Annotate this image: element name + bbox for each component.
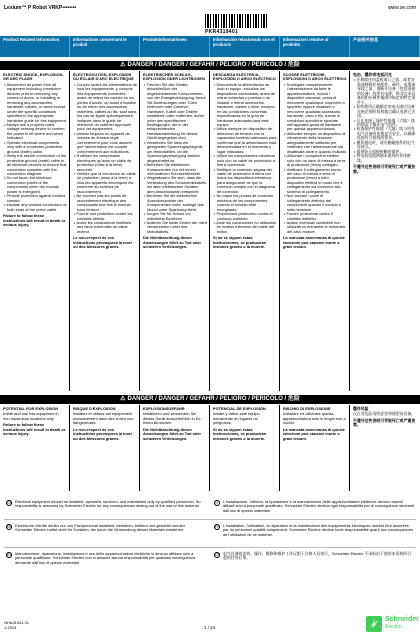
- warning-consequence: Failure to follow these instructions will result in death or serious injury.: [3, 213, 66, 227]
- list-item: • Isolieren Sie beide Enden der nicht verwendeten Leiter des Motorkabels.: [143, 221, 207, 234]
- warning-consequence: La mancata osservanza di queste istruzioni può causare morte o gravi lesioni.: [283, 426, 345, 441]
- list-item: • Isolez les conducteurs inutilisés aux deux extrémités du câble moteur.: [73, 221, 137, 234]
- note-text: L'installation, l'utilisation, la réparation et la maintenance des équipements électriques doivent être assurées par du personnel qualifié uniquement. Schneider Electric décline toute responsabilité quant aux conséquences de l'utilisation de ce matériel.: [223, 523, 414, 537]
- warning-consequence: Le non-respect de ces instructions provoquera la mort ou des blessures graves.: [73, 426, 132, 441]
- note-it: [214, 500, 414, 513]
- shock-warning-es: [210, 71, 280, 391]
- warning-text: 仅在非危险场所安装和使用该设备。: [353, 411, 416, 417]
- lang-header-it: Informazioni relative al prodotto: [280, 36, 350, 57]
- list-item: • Utilice los componentes eléctricos solo con un cable de protección a tierra conectado.: [213, 154, 277, 167]
- list-item: • No toque los puntos de conexión eléctrica de los componentes cuando el módulo esté energizado.: [213, 194, 277, 212]
- page-footer: [4, 620, 416, 638]
- list-item: • 始终使用正确额定的电压感应设备在指定的时间和地点确认电源已关闭。: [353, 105, 418, 118]
- warning-heading: SCOSSE ELETTRICHE, ESPLOSIONI O ARCO ELETTRICO: [283, 72, 347, 82]
- shock-warning-section: [0, 71, 420, 391]
- warning-text: Installieren und verwenden Sie dieses Gerät ausschließlich in Ex-freien Bereichen.: [143, 411, 202, 426]
- note-es: [6, 552, 202, 565]
- shock-warning-de: [140, 71, 210, 391]
- list-item: • Disconnect all power from all equipment including connected devices prior to removing any covers or doors, or installing or removing any accessories, hardware, cables, or wires except under the specific conditions specified in the appropriate hardware guide for this equipment.: [3, 83, 67, 123]
- brand-name-line2: Electric: [385, 624, 402, 630]
- list-item: • 将电机电缆两端未使用的导体绝缘。: [353, 154, 418, 163]
- list-item: • Betreiben Sie elektrische Komponenten nur mit einem verbundenen Schutzerdekabel.: [143, 163, 207, 176]
- note-en: [6, 500, 202, 509]
- note-text: 电气设备的安装、操作、维修和维护工作仅限于合格人员执行。Schneider Electric 不承担由于使用本资料所引起的任何后果。: [223, 551, 412, 561]
- warning-text: Install and use this equipment in non-hazardous locations only.: [3, 411, 59, 421]
- list-item: • Non toccare i punti di collegamento elettrico dei componenti quando il modulo è sotto tensione.: [283, 194, 347, 212]
- warning-heading: EXPLOSIONSGEFAHR: [143, 406, 185, 411]
- explosion-warning-it: [280, 405, 350, 491]
- list-item: • Verwenden Sie stets ein geeignetes Spannungsprüfgerät, um festzustellen, ob die Spannungsversorgung wirklich abgeschaltet ist.: [143, 141, 207, 163]
- shock-warning-zh: [350, 71, 420, 391]
- warning-consequence: 不遵守这些说明可导致死亡或严重伤害。: [353, 417, 416, 428]
- shock-warning-en: [0, 71, 70, 391]
- doc-date: 1-2024: [4, 625, 17, 630]
- warning-consequence: La mancata osservanza di queste istruzioni può causare morte o gravi lesioni.: [283, 235, 345, 250]
- list-item: • Always use a properly rated voltage sensing device to confirm the power is off where and when indicated.: [3, 123, 67, 141]
- warning-text: Instale y utilice este equipo únicamente en lugares no peligrosos.: [213, 411, 260, 426]
- note-text: Manutenzione, riparazione, installazione e uso delle apparecchiature elettriche si devono affidare solo a personale qualificato. Schneider Electric non si assume alcuna responsabilità per qualsiasi conseguenza derivante dall'uso di questo materiale.: [15, 551, 196, 565]
- list-item: • 检查保护性接地（大地）线与所有电气设备的连接是否安全，以确保连接符合接线图要求。: [353, 127, 418, 140]
- product-title: Lexium™ P Robot VRKP••••••••: [4, 5, 77, 11]
- lang-header-de: Produktinformationen: [140, 36, 210, 57]
- danger-label: DANGER / DANGER / GEFAHR / PELIGRO / PERICOLO / 危险: [127, 62, 300, 68]
- warning-heading: ÉLECTROCUTION, EXPLOSION OU ÉCLAIR D'ARC ÉLECTRIQUE: [73, 72, 134, 82]
- explosion-warning-zh: [350, 405, 420, 491]
- doc-id: NHA31941 01: [4, 620, 30, 625]
- explosion-warning-fr: [70, 405, 140, 491]
- warning-heading: RISCHIO DI ESPLOSIONE: [283, 406, 331, 411]
- warning-heading: POTENTIAL FOR EXPLOSION: [3, 406, 59, 411]
- danger-banner: [0, 61, 420, 70]
- list-item: • Verificare il collegamento sicuro del cavo di messa a terra di protezione (terra) a tutti i dispositivi elettrici in modo che il collegamento sia conforme allo schema di collegamento.: [283, 168, 347, 195]
- list-item: • 模块通电时，请勿触碰组件的电气连接点。: [353, 141, 418, 150]
- warning-heading: RISQUE D'EXPLOSION: [73, 406, 116, 411]
- list-item: • Insulate any unused conductors on both ends of the motor cable.: [3, 203, 67, 212]
- list-item: • Do not touch the electrical connection points of the components when the module power is energized.: [3, 176, 67, 194]
- flag-fr-icon: FR: [215, 525, 220, 529]
- shock-warning-fr: [70, 71, 140, 391]
- list-item: • Ne touchez pas les points de raccordement électrique des composants une fois le module sous tension.: [73, 194, 137, 212]
- flag-es-icon: ES: [7, 553, 12, 557]
- list-item: • Isolare eventuali conduttori non utilizzati su entrambe le estremità del cavo motore.: [283, 221, 347, 234]
- warning-heading: POTENCIAL DE EXPLOSIÓN: [213, 406, 266, 411]
- warning-consequence: Die Nichtbeachtung dieser Anweisungen führt zu Tod oder schweren Verletzungen.: [143, 426, 202, 441]
- shock-warning-it: [280, 71, 350, 391]
- list-item: • 仅在连接了保护性接地（大地）线的情况下操作电气组件。: [353, 119, 418, 128]
- brand-mark-icon: [366, 616, 382, 632]
- list-item: • Utilisez toujours un appareil de mesure de tension réglé correctement pour vous assurer que l'alimentation est coupée conformément aux indications.: [73, 132, 137, 154]
- list-item: • Desconecte la alimentación de todo el equipo, incluidos los dispositivos conectados, antes de retirar cubiertas o puertas o de instalar o retirar accesorios, hardware, cables o hilos, excepto en las condiciones concretas especificadas en la guía de hardware adecuada para este equipo.: [213, 83, 277, 128]
- list-item: • 在移除任何盖板或门之前，或者安装或移除任何配件、硬件、电缆或导线之前，请断开设备（包括连接的设备）的所有电源，除非在本设备的相应硬件指南中指定的特定条件下。: [353, 78, 418, 105]
- divider: [4, 519, 416, 520]
- list-item: • Operate electrical components only with a connected protective ground (earth) cable.: [3, 141, 67, 154]
- note-text: Elektrische Geräte dürfen nur von Fachpersonal installiert, betrieben, bedient und gewartet werden. Schneider Electric haftet nicht für Schäden, die durch die Verwendung dieses Materials entstehen.: [15, 523, 187, 533]
- warning-heading: ELEKTRISCHER SCHLAG, EXPLOSION ODER LICHTBOGEN: [143, 72, 205, 82]
- lang-header-en: Product Related Information: [0, 36, 70, 57]
- warning-heading: 爆炸风险: [353, 406, 369, 411]
- danger-label: DANGER / DANGER / GEFAHR / PELIGRO / PERICOLO / 危险: [127, 396, 300, 402]
- list-item: • N'utilisez les composants électriques qu'avec un câble de protection (mise à la terre) raccordé.: [73, 154, 137, 172]
- list-item: • Vérifiez que la connexion du câble de protection (mise à la terre) à tous les appareils électriques est conforme au schéma de raccordement.: [73, 172, 137, 194]
- list-item: • Sorgen Sie für Schutz vor indirektem Berühren.: [143, 212, 207, 221]
- lang-header-zh: 产品相关信息: [350, 36, 420, 57]
- warning-heading: 电击、爆炸或电弧闪光: [353, 72, 392, 77]
- note-zh: [214, 552, 414, 561]
- warning-text: Installez et utilisez cet équipement exclusivement dans des zones non dangereuses.: [73, 411, 134, 426]
- list-item: • Utilice siempre un dispositivo de detección de tensión con la capacidad nominal adecuada para confirmar que la alimentación está desconectada en el momento y lugar indicados.: [213, 127, 277, 154]
- list-item: • Aísle los conductores no utilizados en ambos extremos del cable del motor.: [213, 221, 277, 234]
- divider: [4, 547, 416, 548]
- list-item: • Fornire protezione contro il contatto indiretto.: [283, 212, 347, 221]
- warning-consequence: Si no se siguen estas instrucciones, se producirán lesiones graves o la muerte.: [213, 235, 267, 250]
- explosion-warning-es: [210, 405, 280, 491]
- schneider-electric-logo: [366, 614, 418, 636]
- warning-consequence: Si no se siguen estas instrucciones, se producirán lesiones graves o la muerte.: [213, 426, 267, 441]
- list-item: • Fournir une protection contre les contacts directs.: [73, 212, 137, 221]
- warning-text: Installare ed utilizzare questa apparecchiatura solo in luoghi non a rischio.: [283, 411, 346, 426]
- list-item: • Utilizzare sempre un dispositivo di rilevamento della tensione adeguatamente calibrato per verificare che l'alimentazione sia disattivata dove e quando indicato.: [283, 132, 347, 154]
- list-item: • Utilizzare i componenti elettrici solo con un cavo di messa a terra di protezione (terra) collegato.: [283, 154, 347, 167]
- flag-de-icon: DE: [7, 525, 12, 529]
- warning-heading: ELECTRIC SHOCK, EXPLOSION, OR ARC FLASH: [3, 72, 64, 82]
- list-item: • Provide protection against indirect contact.: [3, 194, 67, 203]
- language-header-row: [0, 36, 420, 57]
- list-item: • Verify the secure connection of the protective ground (earth) cable to all electrical devices to ensure that connection complies with the connection diagram.: [3, 154, 67, 176]
- warning-consequence: Die Nichtbeachtung dieser Anweisungen führt zu Tod oder schweren Verletzungen.: [143, 235, 202, 250]
- website-url[interactable]: www.se.com: [387, 5, 416, 11]
- list-item: • 提供防止间接接触的保护。: [353, 150, 418, 154]
- explosion-warning-en: [0, 405, 70, 491]
- barcode: [205, 14, 269, 28]
- warning-triangle-icon: ⚠: [120, 62, 126, 68]
- note-text: Electrical equipment should be installed, operated, serviced, and maintained only by qualified personnel. No responsibility is assumed by Schneider Electric for any consequences arising out of the use of this material.: [15, 499, 201, 509]
- explosion-warning-section: [0, 405, 420, 491]
- list-item: • Proporcione protección contra el contacto indirecto.: [213, 212, 277, 221]
- warning-heading: DESCARGA ELÉCTRICA, EXPLOSIÓN O ARCO ELÉCTRICO: [213, 72, 276, 82]
- list-item: • Trennen Sie alle Geräte, einschließlich der angeschlossenen Komponenten, von der Energieversorgung, bevor Sie Abdeckungen oder Türen entfernen oder Zubehör, Hardware, Kabel oder Drähte installieren oder entfernen, außer unter den spezifischen Bedingungen, die in der entsprechenden Hardwareanleitung für dieses Gerät angegeben sind.: [143, 83, 207, 141]
- brand-name: Schneider: [385, 616, 419, 623]
- list-item: • Verifique la conexión segura del cable de protección a tierra con todos los dispositivos eléctricos para asegurarse de que la conexión cumple con el diagrama de conexión.: [213, 168, 277, 195]
- danger-banner: [0, 395, 420, 404]
- flag-gb-icon: GB: [7, 501, 13, 505]
- list-item: • Vergewissern Sie sich, dass die Verbindung des Schutzerdekabels mit allen elektrischen Geräten dem Anschlussplan entspricht.: [143, 176, 207, 194]
- note-fr: [214, 524, 414, 537]
- product-code: PKR4319401: [205, 29, 239, 35]
- flag-it-icon: IT: [215, 501, 219, 505]
- warning-consequence: 不遵守这些说明可导致死亡或严重伤害。: [353, 164, 416, 174]
- page-number: 1 / 24: [204, 625, 216, 630]
- list-item: • Coupez toutes les alimentations de tous les équipements, y compris des équipements connectés, avant de retirer les caches ou les portes d'accès, ou avant d'installer ou de retirer des accessoires, matériels, câbles ou fils, sauf dans les cas de figure spécifiquement indiqués dans le guide de référence du matériel approprié pour cet équipement.: [73, 83, 137, 132]
- lang-header-fr: Informations concernant le produit: [70, 36, 140, 57]
- page-header: [4, 4, 416, 12]
- warning-consequence: Le non-respect de ces instructions provoquera la mort ou des blessures graves.: [73, 235, 132, 250]
- lang-header-es: Información relacionada con el producto: [210, 36, 280, 57]
- list-item: • Scollegare completamente l'alimentazione da tutte le apparecchiature, inclusi i dispositivi connessi, prima di rimuovere qualunque coperchio o sportello oppure installare o rimuovere qualsiasi accessorio, hardware, cavo o filo, tranne in condizioni specifiche riportate nell'apposita guida all'hardware per questa apparecchiatura.: [283, 83, 347, 132]
- flag-cn-icon: CN: [215, 553, 221, 557]
- explosion-warning-de: [140, 405, 210, 491]
- list-item: • Berühren Sie die elektrischen Anschlusspunkte der Komponenten nicht, solange das Modul unter Spannung steht.: [143, 194, 207, 212]
- note-text: L'installazione, l'utilizzo, la riparazione e la manutenzione delle apparecchiature elettriche devono essere affidati solo a personale qualificato. Schneider Electric declina ogni responsabilità per le conseguenze derivanti dall'uso di questo materiale.: [223, 499, 414, 513]
- warning-triangle-icon: ⚠: [120, 396, 126, 402]
- publication-info: [4, 620, 29, 630]
- warning-consequence: Failure to follow these instructions will result in death or serious injury.: [3, 422, 66, 437]
- note-de: [6, 524, 202, 533]
